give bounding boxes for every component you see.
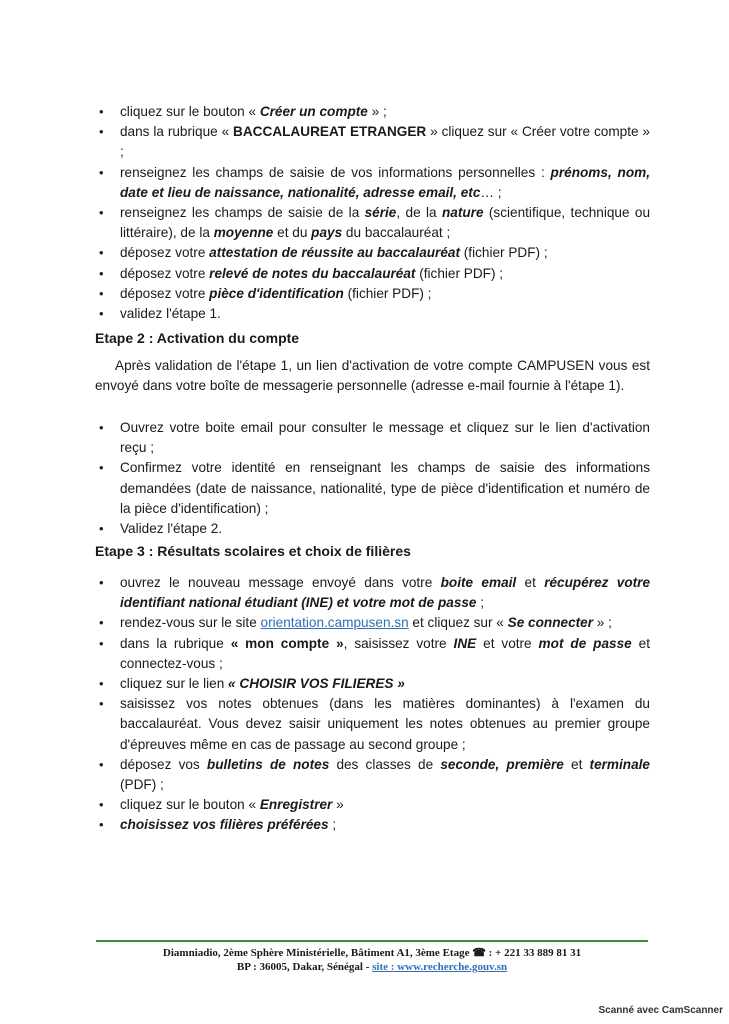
text-segment: dans la rubrique [120,635,231,651]
step2-list-item-text [120,458,650,519]
step3-list-item [99,573,651,613]
step1-bullet-list [99,102,651,324]
step1-list-item-text [120,102,650,122]
text-segment: et [516,575,545,590]
step3-bullet-list [99,573,651,836]
text-segment: , saisissez votre [343,635,454,651]
step3-list-item-text [120,573,650,613]
text-segment: terminale [589,756,650,772]
step1-list-item [99,102,650,122]
step2-list-item [99,458,650,519]
step3-list-item [99,613,650,633]
footer-divider [96,940,648,942]
footer-line-1: Diamniadio, 2ème Sphère Ministérielle, Bâtiment A1, 3ème Etage ☎ : + 221 33 889 81 31 [162,947,582,959]
step3-list-item [99,674,650,694]
text-segment: validez l'étape 1. [120,306,221,322]
text-segment: ; [476,595,485,611]
text-segment: du baccalauréat ; [342,225,451,241]
bullet-icon: • [99,696,104,712]
bullet-icon: • [99,521,104,537]
step3-list-item-text [120,815,650,835]
footer-contact [96,961,648,973]
text-segment: , de la [396,205,442,221]
text-segment: et du [273,225,312,241]
text-segment: » [332,797,344,813]
text-segment: cliquez sur le lien [120,676,229,692]
text-segment: bulletins de notes [206,756,330,772]
text-segment: (scientifique, technique ou littéraire), de la [120,205,651,241]
step3-list-item [99,694,650,755]
text-segment: choisissez vos filières préférées [120,817,329,833]
text-segment: pays [311,225,343,241]
step1-list-item [99,203,651,243]
step1-list-item-text [120,203,650,243]
step1-list-item [99,304,650,324]
text-segment: » cliquez sur « Créer votre compte » ; [120,124,650,160]
step3-list-item-text [120,613,650,633]
text-segment: Se connecter [507,615,594,631]
site-link[interactable]: orientation.campusen.sn [260,615,409,631]
step1-list-item [99,122,650,162]
text-segment: dans la rubrique « [120,124,234,140]
footer-address [96,946,648,959]
text-segment: Créer un compte [259,104,368,119]
step3-heading: Etape 3 : Résultats scolaires et choix de filières [95,543,411,559]
bullet-icon: • [99,420,104,435]
text-segment: prénoms, nom, date et lieu de naissance, nationalité, adresse email, etc [120,164,651,200]
text-segment: et votre [476,635,539,651]
step1-list-item-text [120,284,650,304]
text-segment: … ; [480,184,502,200]
text-segment: cliquez sur le bouton « [120,797,260,813]
step1-list-item-text [120,163,650,203]
camscanner-watermark: Scanné avec CamScanner [598,1005,723,1016]
step2-list-item [99,519,650,539]
text-segment: déposez votre [120,265,210,281]
bullet-icon: • [99,575,104,590]
step3-list-item-text [120,795,650,815]
text-segment: rendez-vous sur le site [120,615,261,631]
bullet-icon: • [99,756,104,772]
bullet-icon: • [99,817,104,833]
text-segment: déposez votre [120,245,210,261]
text-segment: Validez l'étape 2. [120,521,223,537]
text-segment: moyenne [213,225,274,241]
bullet-icon: • [99,245,104,261]
step3-list-item [99,755,650,795]
footer-site-link[interactable]: site : www.recherche.gouv.sn [372,961,508,973]
step3-list-item-text [120,634,650,674]
step3-list-item [99,795,650,815]
bullet-icon: • [99,164,104,180]
text-segment: renseignez les champs de saisie de la [120,205,365,221]
step1-list-item [99,243,650,263]
text-segment: récupérez votre identifiant national étudiant (INE) et votre mot de passe [120,575,651,611]
text-segment: (fichier PDF) ; [343,285,432,301]
bullet-icon: • [99,797,104,813]
bullet-icon: • [99,615,104,631]
footer-line-2-prefix: BP : 36005, Dakar, Sénégal - [236,961,373,973]
text-segment: » ; [367,104,387,119]
text-segment: Enregistrer [259,797,333,813]
text-segment: pièce d'identification [209,285,344,301]
bullet-icon: • [99,265,104,281]
step1-list-item-text [120,264,650,284]
text-segment: (PDF) ; [120,777,164,793]
text-segment: Ouvrez votre boite email pour consulter le message et cliquez sur le lien d'activation reçu ; [120,420,650,456]
text-segment: Confirmez votre identité en renseignant les champs de saisie des informations demandées (date de naissance, nationalité, type de pièce d'identification et numéro de la pièce d'identification) ; [120,460,650,516]
step1-list-item-text [120,243,650,263]
bullet-icon: • [99,676,104,692]
step2-heading: Etape 2 : Activation du compte [95,330,300,346]
text-segment: seconde, première [440,756,564,772]
bullet-icon: • [99,460,104,476]
text-segment: boite email [440,575,517,590]
text-segment: déposez votre [120,285,210,301]
bullet-icon: • [99,205,104,221]
text-segment: relevé de notes du baccalauréat [209,265,416,281]
text-segment: et connectez-vous ; [120,635,650,671]
text-segment: BACCALAUREAT ETRANGER [233,124,427,140]
bullet-icon: • [99,306,104,322]
step1-list-item-text [120,122,650,162]
text-segment: (fichier PDF) ; [460,245,548,261]
text-segment: des classes de [329,756,441,772]
text-segment: « CHOISIR VOS FILIERES » [228,676,405,692]
bullet-icon: • [99,124,104,140]
step2-paragraph: Après validation de l'étape 1, un lien d'activation de votre compte CAMPUSEN vous est envoyé dans votre boîte de messagerie personnelle (adresse e-mail fournie à l'étape 1). [95,358,650,394]
step3-list-item-text [120,674,650,694]
text-segment: INE [453,635,477,651]
text-segment: attestation de réussite au baccalauréat [209,245,460,261]
step1-list-item [99,284,650,304]
step2-bullet-list [99,418,650,539]
text-segment: et [563,756,590,772]
text-segment: nature [441,205,484,221]
text-segment: ; [328,817,337,833]
step2-list-item [99,418,650,458]
step1-list-item [99,264,650,284]
text-segment: déposez vos [120,756,207,772]
text-segment: saisissez vos notes obtenues (dans les matières dominantes) à l'examen du baccalauréat. Vous devez saisir uniquement les notes obtenues au premier groupe d'épreuves même en cas de passage au second groupe ; [120,696,650,752]
text-segment: renseignez les champs de saisie de vos informations personnelles : [120,164,551,180]
text-segment: cliquez sur le bouton « [120,104,260,119]
text-segment: ouvrez le nouveau message envoyé dans votre [120,575,441,590]
text-segment: » ; [593,615,612,631]
text-segment: série [364,205,397,221]
step1-list-item-text [120,304,650,324]
text-segment: (fichier PDF) ; [415,265,504,281]
step1-list-item [99,163,651,203]
text-segment: et cliquez sur « [408,615,508,631]
step3-list-item-text [120,694,650,755]
step3-list-item [99,815,650,835]
step3-list-item [99,634,650,674]
bullet-icon: • [99,285,104,301]
step2-list-item-text [120,418,650,458]
text-segment: « mon compte » [230,635,344,651]
bullet-icon: • [99,635,104,651]
step2-list-item-text [120,519,650,539]
step3-list-item-text [120,755,650,795]
text-segment: mot de passe [538,635,632,651]
bullet-icon: • [99,104,104,119]
